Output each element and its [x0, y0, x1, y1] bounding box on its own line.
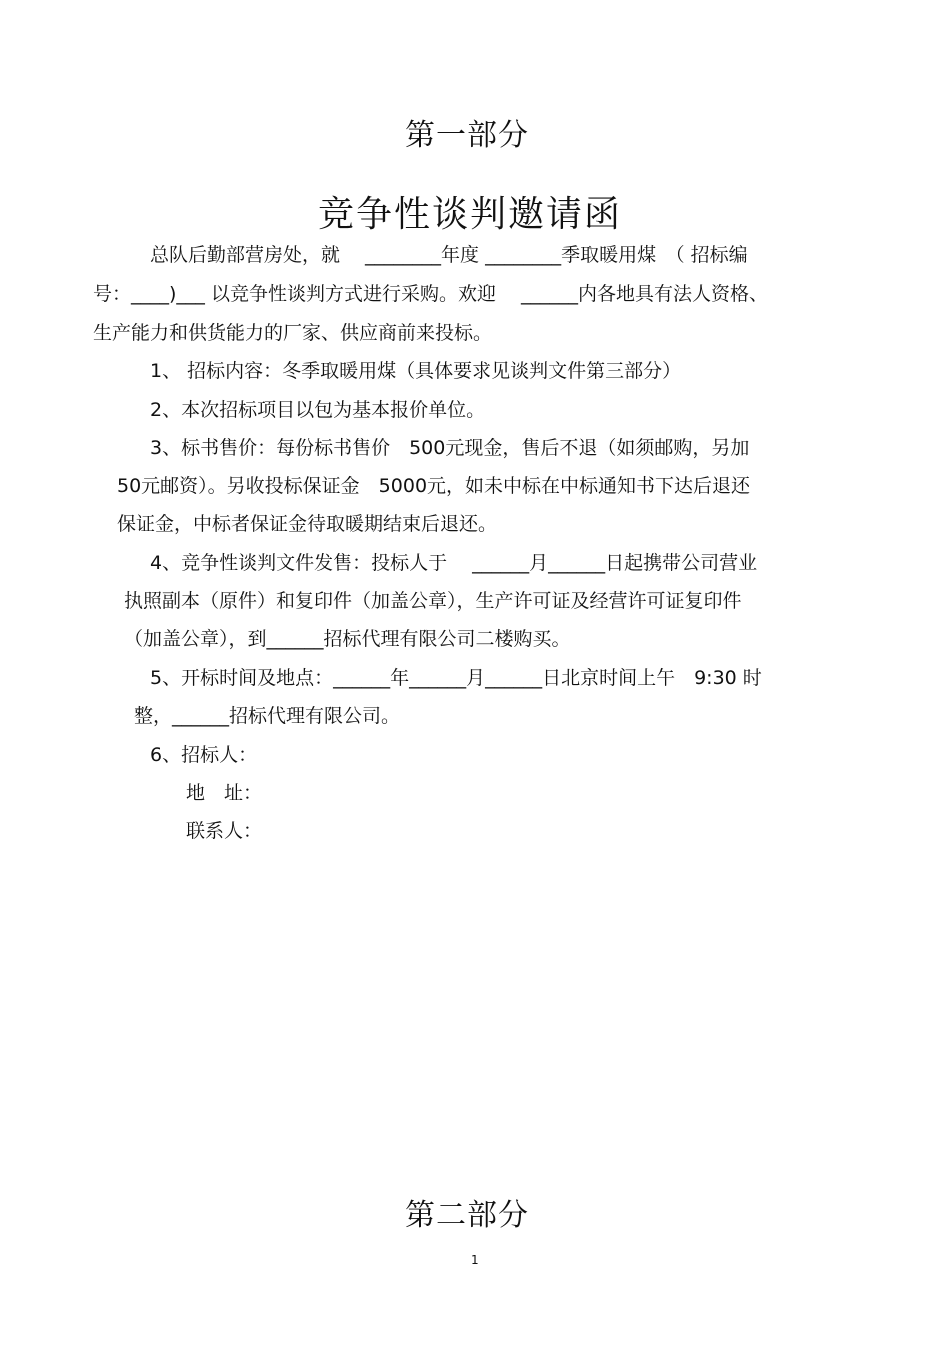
intro-line-1: 总队后勤部营房处，就 ________年度 ________季取暖用煤 （ 招标编 [150, 244, 748, 266]
item-5-line-2: 整，______招标代理有限公司。 [134, 705, 401, 727]
item-6-tenderer: 6、招标人： [150, 744, 258, 766]
item-4-line-2: 执照副本（原件）和复印件（加盖公章），生产许可证及经营许可证复印件 [124, 590, 742, 612]
item-3-line-3: 保证金，中标者保证金待取暖期结束后退还。 [117, 513, 498, 535]
page-number: 1 [471, 1253, 479, 1267]
item-1-content: 1、 招标内容：冬季取暖用煤（具体要求见谈判文件第三部分） [150, 360, 682, 382]
address-label: 地 址： [186, 782, 263, 804]
item-2-unit: 2、本次招标项目以包为基本报价单位。 [150, 399, 486, 421]
part-two-heading: 第二部分 [405, 1198, 529, 1233]
intro-line-3: 生产能力和供货能力的厂家、供应商前来投标。 [93, 322, 493, 344]
document-title: 竞争性谈判邀请函 [318, 194, 623, 235]
item-5-line-1: 5、开标时间及地点：______年______月______日北京时间上午 9:30 时 [150, 667, 762, 689]
item-3-line-1: 3、标书售价：每份标书售价 500元现金，售后不退（如须邮购，另加 [150, 437, 750, 459]
intro-line-2: 号：____)___ 以竞争性谈判方式进行采购。欢迎 ______内各地具有法人资格、 [93, 283, 768, 305]
item-4-line-3: （加盖公章），到______招标代理有限公司二楼购买。 [124, 628, 571, 650]
item-3-line-2: 50元邮资）。另收投标保证金 5000元，如未中标在中标通知书下达后退还 [117, 475, 751, 497]
contact-label: 联系人： [186, 820, 263, 842]
part-one-heading: 第一部分 [405, 118, 529, 153]
item-4-line-1: 4、竞争性谈判文件发售：投标人于 ______月______日起携带公司营业 [150, 552, 758, 574]
